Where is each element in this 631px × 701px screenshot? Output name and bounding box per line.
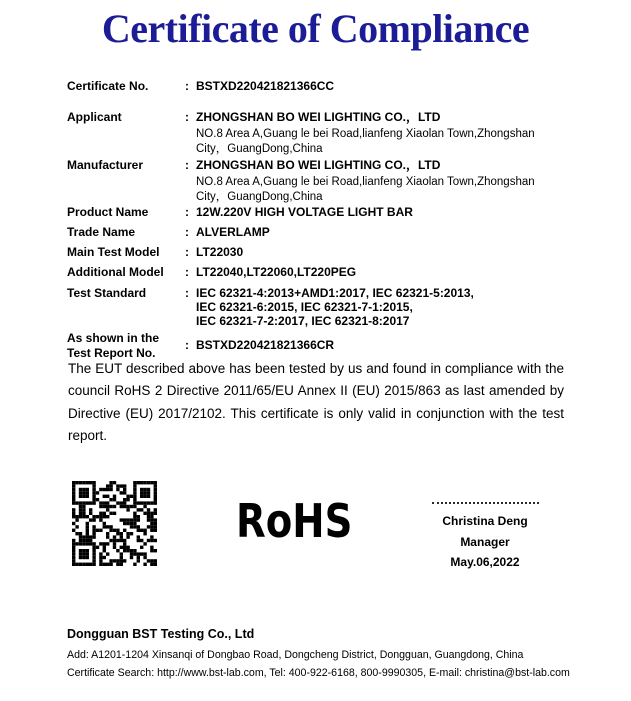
- field-row-trade-name: [67, 225, 564, 240]
- signatory-title: Manager: [460, 534, 510, 549]
- footer-address: Add: A1201-1204 Xinsanqi of Dongbao Road, Dongcheng District, Dongguan, Guangdong, China: [67, 649, 524, 661]
- field-label: Applicant: [67, 110, 122, 124]
- field-label-line2: Test Report No.: [67, 345, 156, 360]
- field-colon: :: [185, 205, 189, 219]
- field-row-test-report-no: [67, 331, 564, 360]
- field-colon: :: [185, 265, 189, 279]
- applicant-name: ZHONGSHAN BO WEI LIGHTING CO.，LTD: [196, 110, 441, 124]
- applicant-address-line1: NO.8 Area A,Guang le bei Road,lianfeng Xiaolan Town,Zhongshan: [196, 128, 535, 140]
- manufacturer-name: ZHONGSHAN BO WEI LIGHTING CO.，LTD: [196, 158, 441, 172]
- manufacturer-address-line2: City，GuangDong,China: [196, 191, 323, 203]
- test-standard-line1: IEC 62321-4:2013+AMD1:2017, IEC 62321-5:2013,: [196, 286, 474, 300]
- field-row-certificate-no: [67, 79, 564, 94]
- field-colon: :: [185, 338, 189, 352]
- certificate-title: Certificate of Compliance: [101, 6, 530, 51]
- field-value: LT22040,LT22060,LT220PEG: [196, 265, 357, 279]
- field-label: Main Test Model: [67, 245, 160, 259]
- field-colon: :: [185, 286, 189, 300]
- footer-company-name: Dongguan BST Testing Co., Ltd: [67, 627, 255, 641]
- field-colon: :: [185, 79, 189, 93]
- field-value-block: [196, 286, 564, 328]
- field-label: Product Name: [67, 205, 149, 219]
- field-row-main-test-model: [67, 245, 564, 260]
- compliance-statement: The EUT described above has been tested by us and found in compliance with the council RoHS 2 Directive 2011/65/EU Annex II (EU) 2015/863 as last amended by Directive (EU) 2017/2102. This certificate is only valid in conjunction with the test report.: [68, 361, 564, 443]
- field-row-applicant: [67, 110, 564, 157]
- field-row-test-standard: [67, 286, 564, 328]
- footer: [67, 627, 570, 680]
- footer-contact-line: Certificate Search: http://www.bst-lab.com, Tel: 400-922-6168, 800-9990305, E-mail: christina@bst-lab.com: [67, 667, 570, 679]
- field-row-manufacturer: [67, 158, 564, 205]
- field-label-block: [67, 331, 185, 360]
- test-standard-line2: IEC 62321-6:2015, IEC 62321-7-1:2015,: [196, 300, 413, 314]
- field-label: Test Standard: [67, 286, 147, 300]
- rohs-logo: RoHS: [236, 494, 353, 548]
- field-label: Trade Name: [67, 225, 136, 239]
- field-row-product-name: [67, 205, 564, 220]
- field-value: LT22030: [196, 245, 244, 259]
- field-value: BSTXD220421821366CC: [196, 79, 335, 93]
- field-value-block: [196, 158, 564, 205]
- certificate-fields: [67, 79, 564, 360]
- field-colon: :: [185, 225, 189, 239]
- qr-code-icon: [72, 481, 157, 566]
- applicant-address-line2: City，GuangDong,China: [196, 143, 323, 155]
- field-colon: :: [185, 110, 189, 124]
- test-standard-line3: IEC 62321-7-2:2017, IEC 62321-8:2017: [196, 314, 410, 328]
- signature-block: [418, 502, 552, 573]
- field-value: BSTXD220421821366CR: [196, 338, 335, 352]
- field-value-block: [196, 110, 564, 157]
- field-colon: :: [185, 158, 189, 172]
- field-label: Additional Model: [67, 265, 164, 279]
- manufacturer-address-line1: NO.8 Area A,Guang le bei Road,lianfeng Xiaolan Town,Zhongshan: [196, 176, 535, 188]
- signatory-name: Christina Deng: [442, 514, 528, 528]
- field-label: Manufacturer: [67, 158, 144, 172]
- field-value: 12W.220V HIGH VOLTAGE LIGHT BAR: [196, 205, 413, 219]
- field-label-line1: As shown in the: [67, 331, 160, 345]
- field-value: ALVERLAMP: [196, 225, 270, 239]
- field-label: Certificate No.: [67, 79, 149, 93]
- signature-date: May.06,2022: [450, 555, 520, 569]
- signature-dotted-line: [432, 502, 539, 504]
- field-colon: :: [185, 245, 189, 259]
- field-row-additional-model: [67, 265, 564, 280]
